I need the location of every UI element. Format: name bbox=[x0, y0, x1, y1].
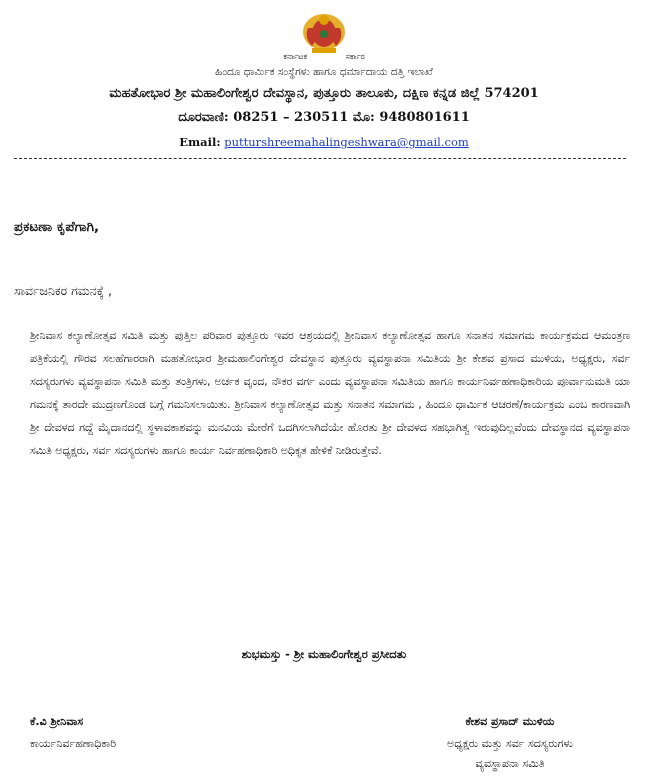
signatory-left-name: ಕೆ.ವಿ ಶ್ರೀನಿವಾಸ bbox=[30, 715, 84, 728]
header-divider bbox=[14, 158, 626, 159]
letter-body: ಶ್ರೀನಿವಾಸ ಕಲ್ಯಾಣೋತ್ಸವ ಸಮಿತಿ ಮತ್ತು ಪುತ್ತಿಲ ಪರಿವಾರ ಪುತ್ತೂರು ಇವರ ಆಶ್ರಯದಲ್ಲಿ ಶ್ರೀನಿವಾಸ ಕಲ್ಯಾಣೋತ್ಸವ ಹಾಗೂ ಸನಾತನ ಸಮಾಗಮ ಕಾರ್ಯಕ್ರಮದ ಆಮಂತ್ರಣ ಪತ್ರಿಕೆಯಲ್ಲಿ ಗೌರವ ಸಲಹೆಗಾರರಾಗಿ ಮಹತೋಭಾರ ಶ್ರೀಮಹಾಲಿಂಗೇಶ್ವರ ದೇವಸ್ಥಾನ ಪುತ್ತೂರು ವ್ಯವಸ್ಥಾಪನಾ ಸಮಿತಿಯ ಶ್ರೀ ಕೇಶವ ಪ್ರಸಾದ ಮುಳಿಯ, ಅಧ್ಯಕ್ಷರು, ಸರ್ವ ಸದಸ್ಯರುಗಳು ವ್ಯವಸ್ಥಾಪನಾ ಸಮಿತಿ ಮತ್ತು ತಂತ್ರಿಗಳು, ಅರ್ಚಕ ವೃಂದ, ನೌಕರ ವರ್ಗ ಎಂದು ವ್ಯವಸ್ಥಾಪನಾ ಸಮಿತಿಯ ಹಾಗೂ ಕಾರ್ಯನಿರ್ವಹಣಾಧಿಕಾರಿಯ ಪೂರ್ವಾನುಮತಿ ಯಾ ಗಮನಕ್ಕೆ ತಾರದೇ ಮುದ್ರಣಗೊಂಡ ಬಗ್ಗೆ ಗಮನಿಸಲಾಯಿತು. ಶ್ರೀನಿವಾಸ ಕಲ್ಯಾಣೋತ್ಸವ ಮತ್ತು ಸನಾತನ ಸಮಾಗಮ , ಹಿಂದೂ ಧಾರ್ಮಿಕ ಆಚರಣೆ/ಕಾರ್ಯಕ್ರಮ ಎಂಬ ಕಾರಣವಾಗಿ ಶ್ರೀ ದೇವಳದ ಗದ್ದೆ ಮೈದಾನದಲ್ಲಿ ಸ್ಥಳಾವಕಾಶವನ್ನು ಮನವಿಯ ಮೇರೆಗೆ ಒದಗಿಸಲಾಗಿದೆಯೇ ಹೊರತು ಶ್ರೀ ದೇವಳದ ಸಹಭಾಗಿತ್ವ ಇರುವುದಿಲ್ಲವೆಂದು ದೇವಸ್ಥಾನದ ವ್ಯವಸ್ಥಾಪನಾ ಸಮಿತಿ ಅಧ್ಯಕ್ಷರು, ಸರ್ವ ಸದಸ್ಯರುಗಳು ಹಾಗೂ ಕಾರ್ಯ ನಿರ್ವಹಣಾಧಿಕಾರಿ ಅಧಿಕೃತ ಹೇಳಿಕೆ ನೀಡಿರುತ್ತೇವೆ. bbox=[30, 329, 630, 457]
contact-email bbox=[0, 135, 648, 149]
department-name: ಹಿಂದೂ ಧಾರ್ಮಿಕ ಸಂಸ್ಥೆಗಳು ಹಾಗೂ ಧರ್ಮಾದಾಯ ದತ್ತಿ ಇಲಾಖೆ bbox=[215, 66, 433, 78]
contact-phone: ದೂರವಾಣಿ: 08251 – 230511 ಮೊ: 9480801611 bbox=[178, 110, 470, 125]
email-link[interactable]: putturshreemahalingeshwara@gmail.com bbox=[224, 135, 469, 149]
email-label: Email: bbox=[179, 135, 221, 149]
signatory-left-title: ಕಾರ್ಯನಿರ್ವಹಣಾಧಿಕಾರಿ bbox=[30, 737, 117, 750]
temple-address: ಮಹತೋಭಾರ ಶ್ರೀ ಮಹಾಲಿಂಗೇಶ್ವರ ದೇವಸ್ಥಾನ, ಪುತ್ತೂರು ತಾಲೂಕು, ದಕ್ಷಿಣ ಕನ್ನಡ ಜಿಲ್ಲೆ 574201 bbox=[109, 86, 539, 101]
signatory-right-title-1: ಅಧ್ಯಕ್ಷರು ಮತ್ತು ಸರ್ವ ಸದಸ್ಯರುಗಳು bbox=[446, 737, 573, 750]
state-label-right: ಸರ್ಕಾರ bbox=[345, 52, 365, 61]
state-label bbox=[0, 52, 648, 62]
letter-salutation: ಸಾರ್ವಜನಿಕರ ಗಮನಕ್ಕೆ , bbox=[14, 283, 112, 298]
signatory-right-title-2: ವ್ಯವಸ್ಥಾಪನಾ ಸಮಿತಿ bbox=[475, 757, 545, 770]
signature-right bbox=[400, 715, 620, 777]
letter-closing: ಶುಭಮಸ್ತು - ಶ್ರೀ ಮಹಾಲಿಂಗೇಶ್ವರ ಪ್ರಸೀದತು bbox=[241, 647, 407, 661]
state-label-left: ಕರ್ನಾಟಕ bbox=[283, 52, 308, 61]
signature-left bbox=[30, 715, 116, 757]
letter-heading: ಪ್ರಕಟಣಾ ಕೃಪೆಗಾಗಿ, bbox=[14, 219, 100, 235]
signatory-right-name: ಕೇಶವ ಪ್ರಸಾದ್ ಮುಳಿಯ bbox=[465, 715, 555, 728]
karnataka-emblem-icon bbox=[300, 12, 348, 56]
